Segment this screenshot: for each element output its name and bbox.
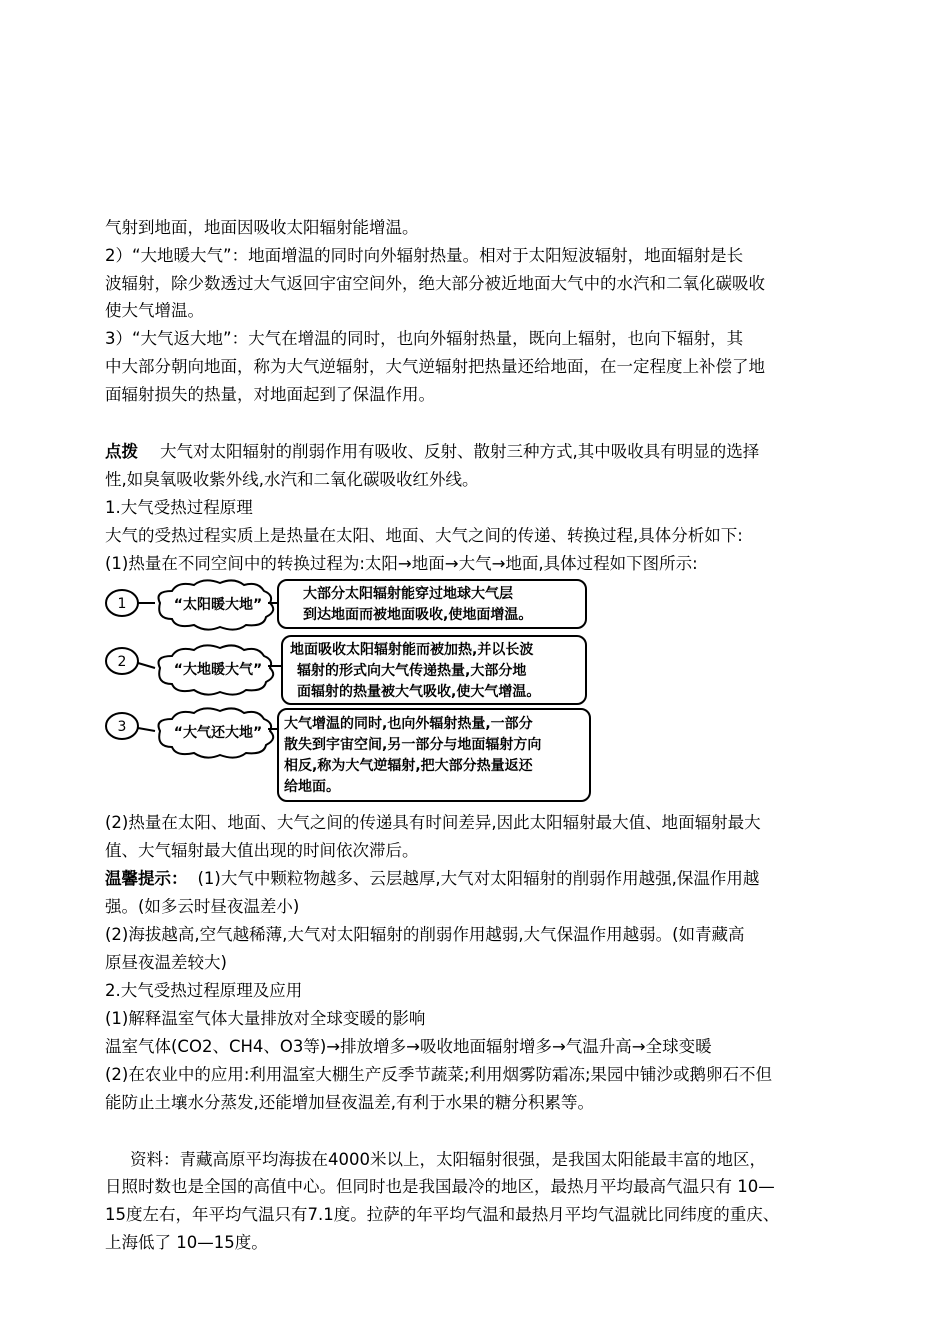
section-title: 1.大气受热过程原理 xyxy=(105,498,253,517)
tip-text: (1)大气中颗粒物越多、云层越厚,大气对太阳辐射的削弱作用越强,保温作用越 xyxy=(197,869,760,888)
box-line: 面辐射的热量被大气吸收,使大气增温。 xyxy=(297,684,541,700)
section-line: (1)热量在不同空间中的转换过程为:太阳→地面→大气→地面,具体过程如下图所示: xyxy=(105,554,698,573)
paragraph-line: 波辐射，除少数透过大气返回宇宙空间外，绝大部分被近地面大气中的水汽和二氧化碳吸收 xyxy=(105,274,765,293)
box-line: 给地面。 xyxy=(284,779,340,795)
box-line: 大部分太阳辐射能穿过地球大气层 xyxy=(303,586,513,602)
step-number: 2 xyxy=(117,654,127,670)
dianbo-line-2: 性,如臭氧吸收紫外线,水汽和二氧化碳吸收红外线。 xyxy=(105,470,479,489)
paragraph-line: 2）“大地暖大气”：地面增温的同时向外辐射热量。相对于太阳短波辐射，地面辐射是长 xyxy=(105,246,744,265)
dianbo-text: 大气对太阳辐射的削弱作用有吸收、反射、散射三种方式,其中吸收具有明显的选择 xyxy=(160,442,760,461)
paragraph-line: 气射到地面，地面因吸收太阳辐射能增温。 xyxy=(105,218,419,237)
paragraph-line: 中大部分朝向地面，称为大气逆辐射，大气逆辐射把热量还给地面，在一定程度上补偿了地 xyxy=(105,357,765,376)
section-line: 能防止土壤水分蒸发,还能增加昼夜温差,有利于水果的糖分积累等。 xyxy=(105,1093,594,1112)
cloud-label: “大地暖大气” xyxy=(173,662,263,678)
section-title: 2.大气受热过程原理及应用 xyxy=(105,981,303,1000)
box-line: 到达地面而被地面吸收,使地面增温。 xyxy=(303,607,533,623)
paragraph-line: (2)热量在太阳、地面、大气之间的传递具有时间差异,因此太阳辐射最大值、地面辐射最大 xyxy=(105,813,761,832)
cloud-label: “大气还大地” xyxy=(173,725,263,741)
connector-line xyxy=(138,663,155,668)
section-line: (1)解释温室气体大量排放对全球变暖的影响 xyxy=(105,1009,426,1028)
dianbo-label: 点拨 xyxy=(105,442,138,461)
tip-line-2: 强。(如多云时昼夜温差小) xyxy=(105,897,300,916)
material-line: 15度左右，年平均气温只有7.1度。拉萨的年平均气温和最热月平均气温就比同纬度的重庆、 xyxy=(105,1205,780,1224)
paragraph-line: 3）“大气返大地”：大气在增温的同时，也向外辐射热量，既向上辐射，也向下辐射，其 xyxy=(105,329,744,348)
box-line: 辐射的形式向大气传递热量,大部分地 xyxy=(297,663,527,679)
section-line: 温室气体(CO2、CH4、O3等)→排放增多→吸收地面辐射增多→气温升高→全球变暖 xyxy=(105,1037,712,1056)
diagram-row-2 xyxy=(106,636,586,704)
box-line: 大气增温的同时,也向外辐射热量,一部分 xyxy=(284,716,533,732)
dianbo-line xyxy=(105,441,759,463)
material-line: 日照时数也是全国的高值中心。但同时也是我国最冷的地区，最热月平均最高气温只有 10— xyxy=(105,1177,775,1196)
box-line: 散失到宇宙空间,另一部分与地面辐射方向 xyxy=(284,737,542,753)
diagram-row-3 xyxy=(106,708,590,801)
material-line: 上海低了 10—15度。 xyxy=(105,1233,268,1252)
tip-line-4: 原昼夜温差较大) xyxy=(105,953,227,972)
material-line: 资料：青藏高原平均海拔在4000米以上，太阳辐射很强，是我国太阳能最丰富的地区， xyxy=(130,1150,766,1169)
box-line: 相反,称为大气逆辐射,把大部分热量返还 xyxy=(284,758,533,774)
connector-line xyxy=(138,728,155,731)
section-line: 大气的受热过程实质上是热量在太阳、地面、大气之间的传递、转换过程,具体分析如下: xyxy=(105,526,743,545)
paragraph-line: 值、大气辐射最大值出现的时间依次滞后。 xyxy=(105,841,419,860)
paragraph-line: 使大气增温。 xyxy=(105,301,204,320)
section-line: (2)在农业中的应用:利用温室大棚生产反季节蔬菜;利用烟雾防霜冻;果园中铺沙或鹅卵石不但 xyxy=(105,1065,773,1084)
tip-line-3: (2)海拔越高,空气越稀薄,大气对太阳辐射的削弱作用越弱,大气保温作用越弱。(如青藏高 xyxy=(105,925,745,944)
heating-process-diagram xyxy=(100,576,600,806)
diagram-row-1 xyxy=(106,580,586,630)
cloud-label: “太阳暖大地” xyxy=(173,597,263,613)
step-number: 3 xyxy=(117,719,127,735)
step-number: 1 xyxy=(117,596,127,612)
tip-line xyxy=(105,868,759,890)
box-line: 地面吸收太阳辐射能而被加热,并以长波 xyxy=(290,642,534,658)
tip-label: 温馨提示： xyxy=(105,869,188,888)
paragraph-line: 面辐射损失的热量，对地面起到了保温作用。 xyxy=(105,385,435,404)
